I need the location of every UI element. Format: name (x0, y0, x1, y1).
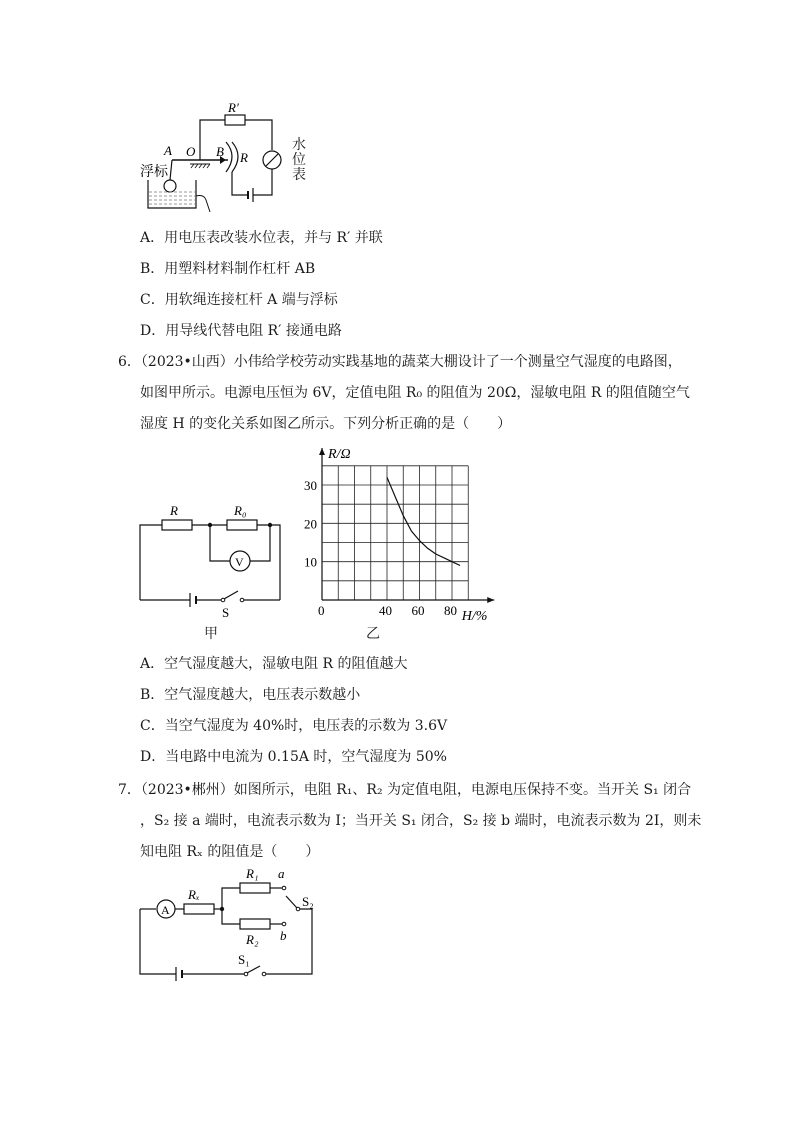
resistor-r2 (240, 919, 270, 929)
q6-option-a[interactable]: A．空气湿度越大，湿敏电阻 R 的阻值越大 (140, 656, 408, 672)
x-tick-label: 0 (318, 603, 325, 618)
x-axis-arrow (487, 597, 494, 603)
q7-stem-line-3: 知电阻 Rₓ 的阻值是（ ） (140, 844, 320, 860)
q6-stem-line-2: 如图甲所示。电源电压恒为 6V，定值电阻 R₀ 的阻值为 20Ω，湿敏电阻 R 的阻值随空气 (140, 385, 690, 401)
label-r2: R₂ (246, 932, 259, 947)
label-b: B (216, 144, 224, 159)
x-tick-label: 80 (444, 603, 457, 618)
label-s2: S₂ (302, 894, 314, 909)
label-water-level-meter: 水位表 (292, 137, 306, 183)
label-o: O (186, 144, 196, 159)
label-rx: Rₓ (188, 887, 200, 902)
resistor-r1 (240, 883, 270, 893)
q5-option-c[interactable]: C．用软绳连接杠杆 A 端与浮标 (140, 292, 338, 308)
x-tick-label: 40 (379, 603, 392, 618)
label-a: A (164, 143, 172, 158)
y-axis-label: R/Ω (328, 447, 351, 462)
y-tick-label: 10 (304, 554, 317, 570)
q7-circuit (136, 866, 326, 981)
switch-s2-icon (286, 896, 297, 908)
resistor-r0 (227, 520, 257, 530)
resistor-rx (184, 904, 214, 914)
q6-option-d[interactable]: D．当电路中电流为 0.15A 时，空气湿度为 50% (140, 749, 447, 765)
ammeter-label: A (161, 903, 170, 917)
x-tick-label: 60 (411, 603, 425, 618)
label-a-terminal: a (278, 866, 285, 881)
label-float: 浮标 (140, 165, 168, 180)
y-tick-label: 20 (304, 516, 317, 532)
label-r-prime: R′ (228, 100, 239, 115)
q6-option-b[interactable]: B．空气湿度越大，电压表示数越小 (140, 687, 361, 703)
q6-option-c[interactable]: C．当空气湿度为 40%时，电压表的示数为 3.6V (140, 718, 448, 734)
q6-circuit-jia (130, 495, 300, 620)
q5-option-d[interactable]: D．用导线代替电阻 R′ 接通电路 (140, 323, 342, 339)
q7-stem-line-1: 7．（2023•郴州）如图所示，电阻 R₁、R₂ 为定值电阻，电源电压保持不变。当开关 S₁ 闭合 (118, 782, 692, 798)
caption-jia: 甲 (204, 626, 218, 642)
switch-s-icon (224, 591, 238, 599)
label-b-terminal: b (280, 928, 287, 943)
q6-stem-line-1: 6．（2023•山西）小伟给学校劳动实践基地的蔬菜大棚设计了一个测量空气湿度的电路图， (118, 354, 682, 370)
resistor-r-prime (225, 115, 245, 125)
caption-yi: 乙 (366, 626, 380, 642)
x-axis-label: H/% (461, 609, 488, 624)
q6-graph-yi (298, 440, 498, 625)
q5-option-b[interactable]: B．用塑料材料制作杠杆 AB (140, 261, 316, 277)
label-r: R (240, 150, 248, 165)
label-s1: S₁ (238, 952, 250, 967)
resistor-r (162, 520, 192, 530)
voltmeter-label: V (235, 555, 244, 569)
q5-option-a[interactable]: A．用电压表改装水位表，并与 R′ 并联 (140, 230, 383, 246)
float-icon (164, 180, 176, 192)
series-line (387, 477, 460, 565)
y-tick-label: 30 (304, 478, 317, 493)
label-r: R (170, 503, 178, 518)
switch-s1-icon (247, 966, 260, 973)
label-s: S (222, 605, 230, 620)
label-r0: R₀ (234, 503, 247, 518)
q7-stem-line-2: ，S₂ 接 a 端时，电流表示数为 I；当开关 S₁ 闭合，S₂ 接 b 端时，电流表示数为 2I，则未 (140, 813, 702, 829)
q6-stem-line-3: 湿度 H 的变化关系如图乙所示。下列分析正确的是（ ） (140, 416, 512, 432)
y-axis-arrow (319, 448, 325, 455)
label-r1: R₁ (246, 866, 259, 881)
